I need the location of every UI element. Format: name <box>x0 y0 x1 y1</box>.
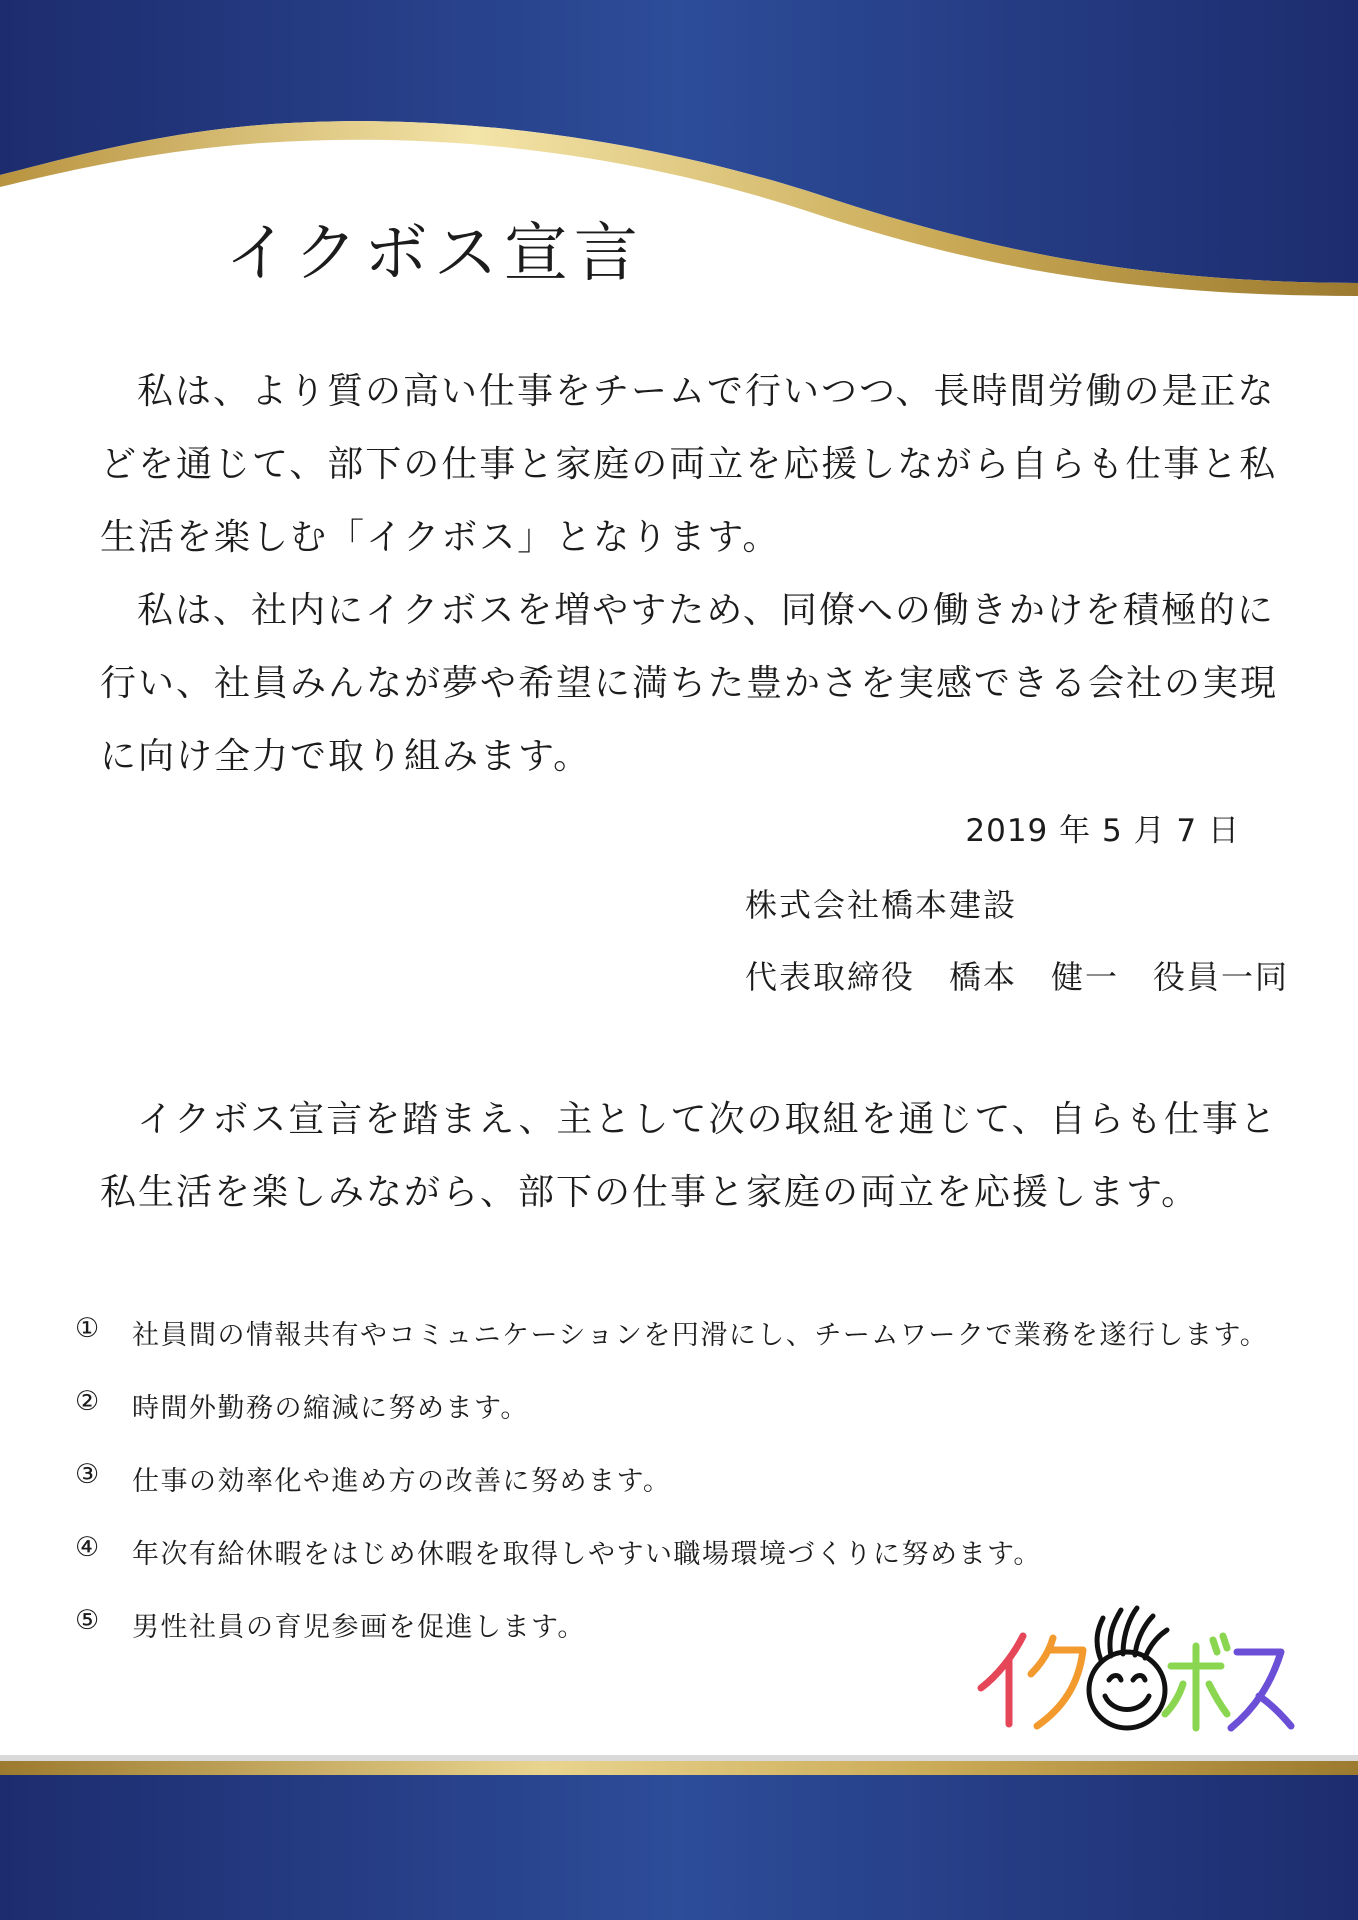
list-item <box>75 1532 1268 1605</box>
top-banner <box>0 0 1358 310</box>
declaration-paragraph: 私は、より質の高い仕事をチームで行いつつ、長時間労働の是正などを通じて、部下の仕事と家庭の両立を応援しながら自らも仕事と私生活を楽しむ「イクボス」となります。 <box>100 371 1278 558</box>
item-number: ③ <box>75 1459 101 1490</box>
bottom-banner <box>0 1755 1358 1920</box>
list-item <box>75 1386 1268 1459</box>
page-title: イクボス宣言 <box>225 217 644 291</box>
item-number: ② <box>75 1386 101 1417</box>
item-number: ⑤ <box>75 1605 101 1636</box>
signatory: 代表取締役 橋本 健一 役員一同 <box>745 958 1290 996</box>
actions-intro <box>100 1083 1280 1229</box>
item-text: 仕事の効率化や進め方の改善に努めます。 <box>132 1466 672 1497</box>
ikuboss-logo <box>975 1600 1295 1740</box>
declaration-date: 2019 年 5 月 7 日 <box>965 813 1240 849</box>
item-text: 社員間の情報共有やコミュニケーションを円滑にし、チームワークで業務を遂行します。 <box>132 1320 1269 1351</box>
item-text: 年次有給休暇をはじめ休暇を取得しやすい職場環境づくりに努めます。 <box>132 1539 1042 1570</box>
company-name: 株式会社橋本建設 <box>745 886 1018 924</box>
declaration-body <box>100 355 1280 793</box>
item-number: ① <box>75 1313 101 1344</box>
list-item <box>75 1313 1268 1386</box>
declaration-paragraph: 私は、社内にイクボスを増やすため、同僚への働きかけを積極的に行い、社員みんなが夢や希望に満ちた豊かさを実感できる会社の実現に向け全力で取り組みます。 <box>100 590 1279 777</box>
intro-paragraph: イクボス宣言を踏まえ、主として次の取組を通じて、自らも仕事と私生活を楽しみながら、部下の仕事と家庭の両立を応援します。 <box>100 1099 1278 1213</box>
item-number: ④ <box>75 1532 101 1563</box>
item-text: 時間外勤務の縮減に努めます。 <box>132 1393 529 1424</box>
list-item <box>75 1459 1268 1532</box>
item-text: 男性社員の育児参画を促進します。 <box>132 1612 586 1643</box>
